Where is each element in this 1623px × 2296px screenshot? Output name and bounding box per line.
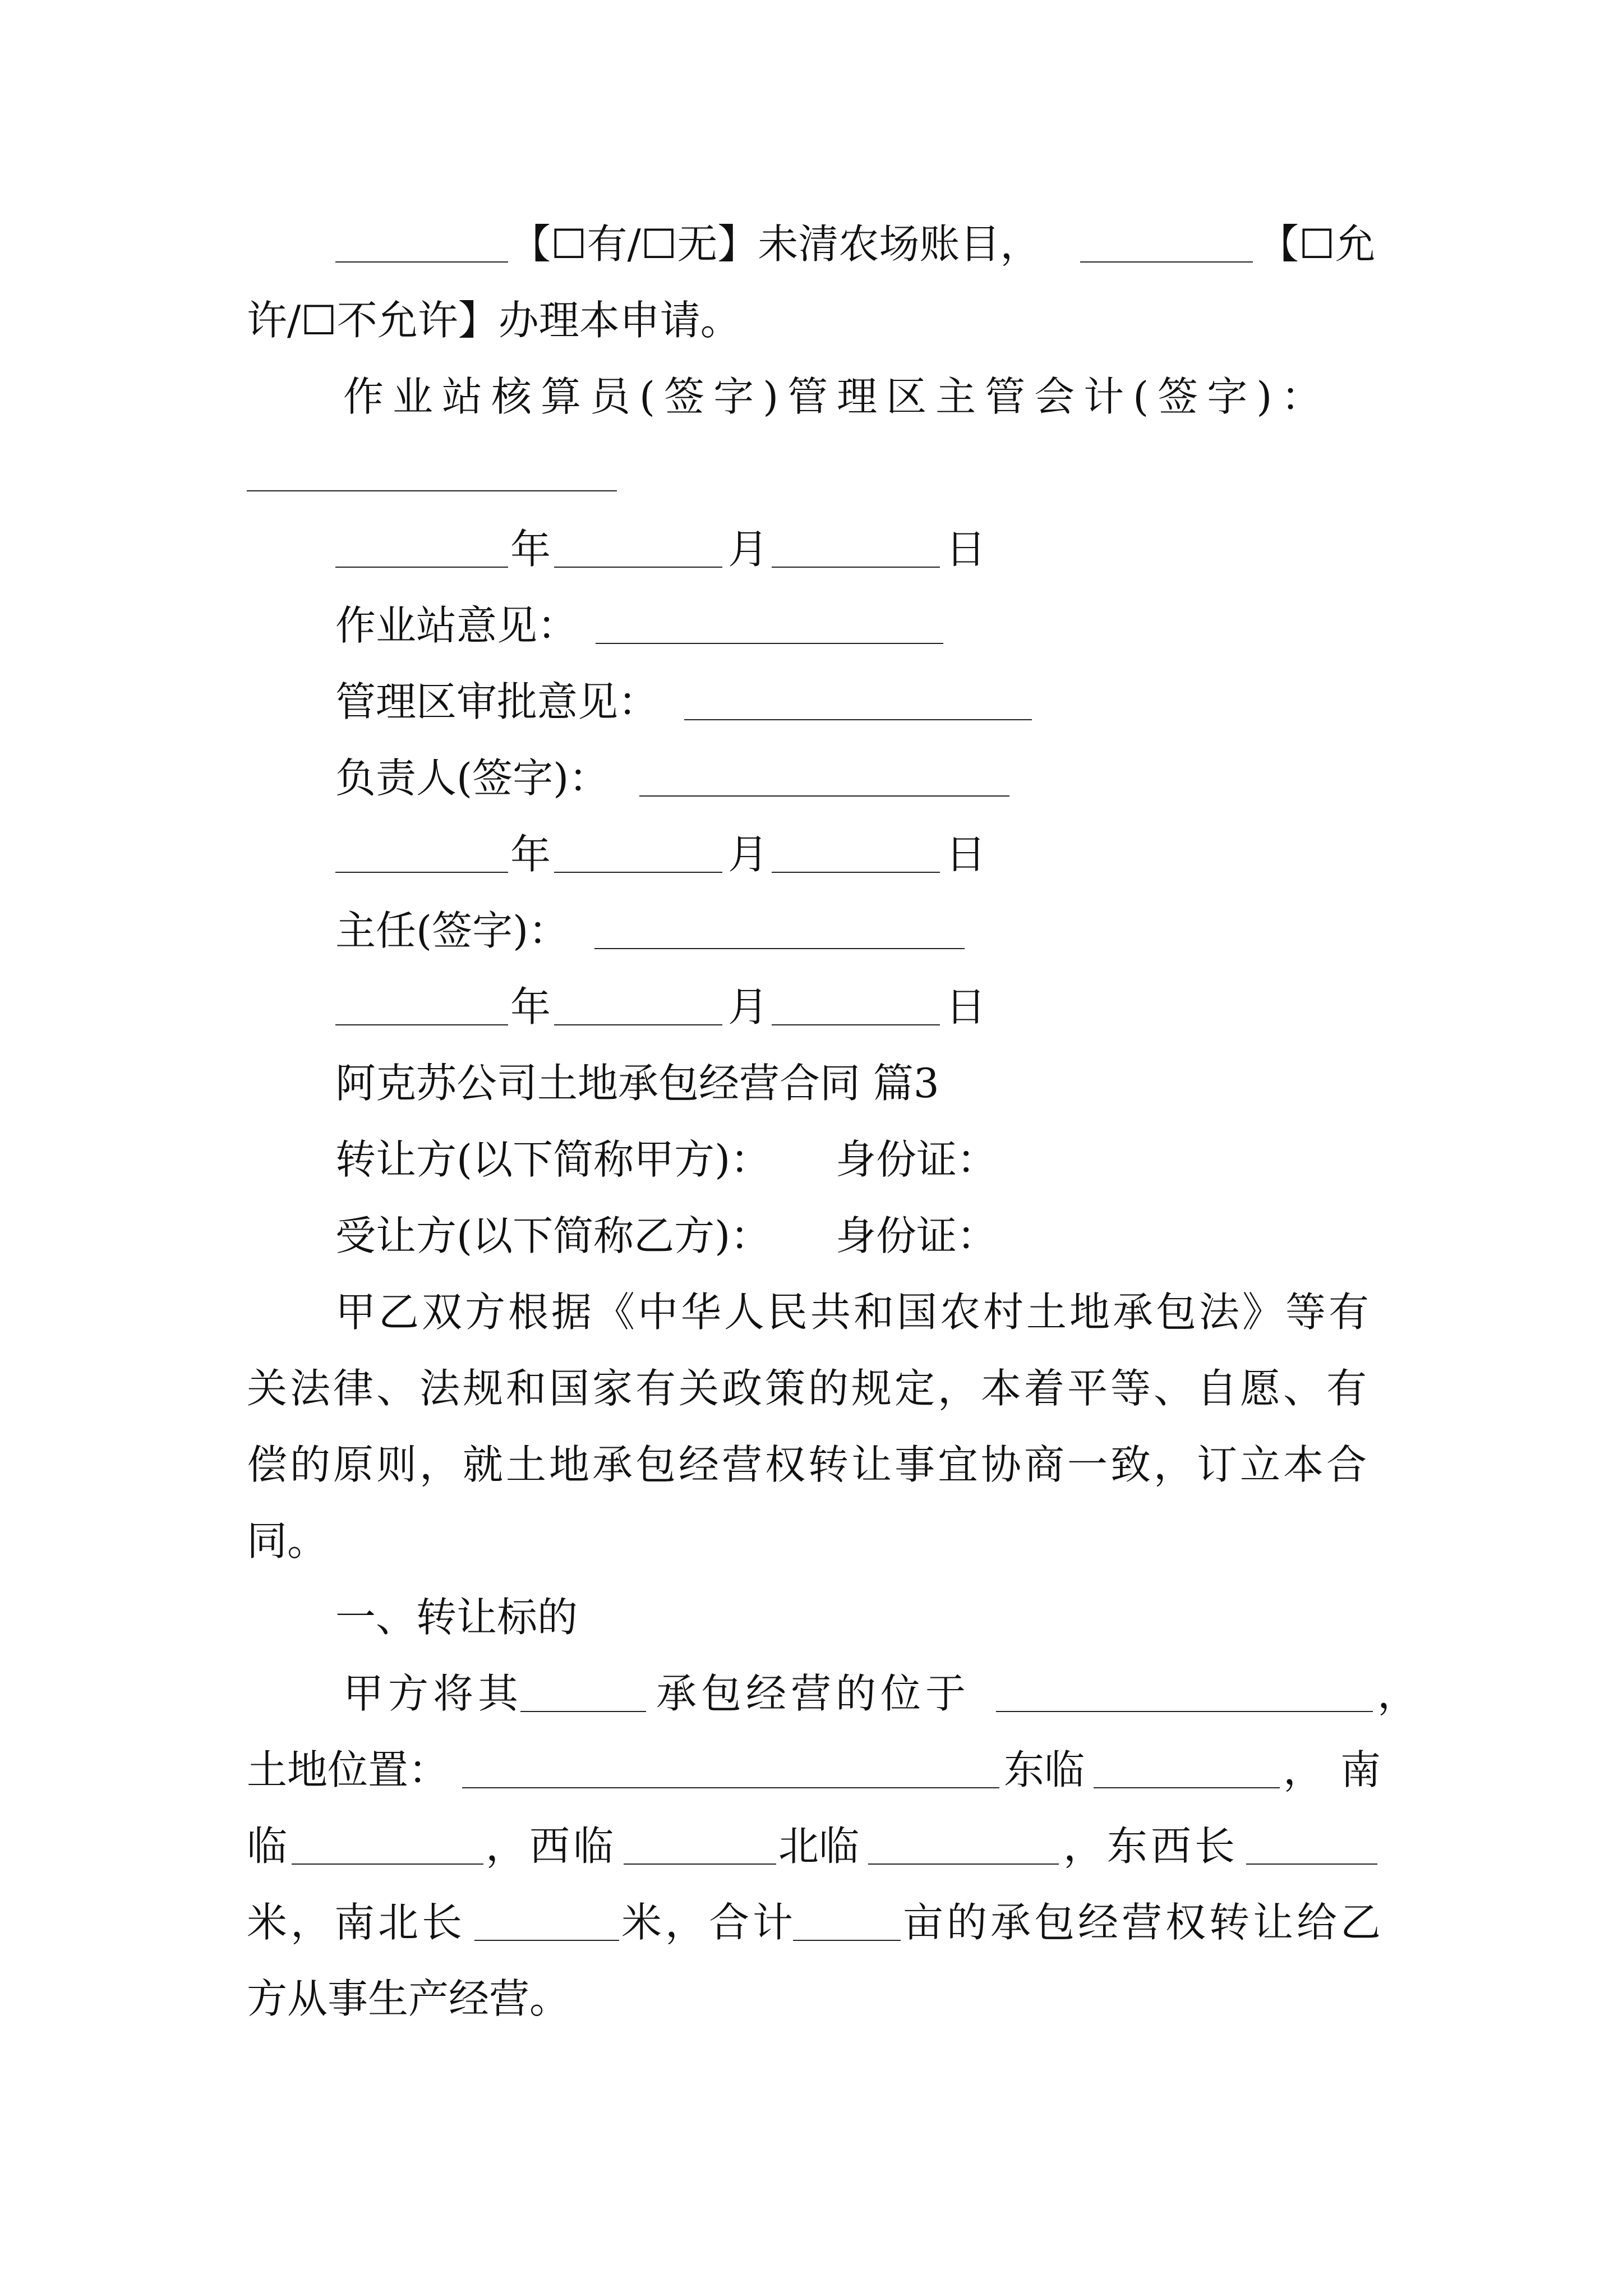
transferor-id-label: 身份证： bbox=[836, 1136, 998, 1183]
section-line bbox=[0, 1892, 1623, 1953]
east-blank[interactable] bbox=[1094, 1787, 1280, 1788]
section-line bbox=[0, 1663, 1623, 1724]
line-approval bbox=[0, 671, 1623, 733]
blank-field[interactable] bbox=[1080, 261, 1253, 263]
month-blank[interactable] bbox=[554, 872, 722, 873]
total-mu-blank[interactable] bbox=[793, 1940, 901, 1941]
transferee-id-label: 身份证： bbox=[836, 1212, 998, 1259]
line-responsible bbox=[0, 747, 1623, 809]
total-label: 米，合计 bbox=[621, 1899, 797, 1946]
paragraph-text: 甲乙双方根据《中华人民共和国农村土地承包法》等有 bbox=[335, 1289, 1372, 1336]
paragraph-text: 同。 bbox=[247, 1517, 328, 1565]
day-blank[interactable] bbox=[772, 1024, 940, 1025]
section-heading-text: 一、转让标的 bbox=[335, 1594, 578, 1641]
line-allow bbox=[0, 289, 1623, 351]
paragraph-line bbox=[0, 1434, 1623, 1496]
section-heading bbox=[0, 1586, 1623, 1648]
contract-title bbox=[0, 1052, 1623, 1114]
section-line bbox=[0, 1968, 1623, 2030]
day-label: 日 bbox=[946, 831, 986, 878]
line-transferee bbox=[0, 1205, 1623, 1267]
line-account-status bbox=[0, 213, 1623, 275]
director-blank[interactable] bbox=[594, 948, 965, 949]
line-signatures-accounting bbox=[0, 366, 1623, 427]
month-blank[interactable] bbox=[554, 567, 722, 568]
account-status-text: 【☐有/☐无】未清农场账目， bbox=[510, 220, 1041, 268]
date-line bbox=[0, 518, 1623, 580]
mu-transfer-text: 亩的承包经营权转让给乙 bbox=[903, 1899, 1385, 1946]
land-location-label: 土地位置： bbox=[247, 1746, 449, 1793]
line-transferor bbox=[0, 1129, 1623, 1190]
station-opinion-label: 作业站意见： bbox=[335, 602, 578, 649]
north-blank[interactable] bbox=[868, 1864, 1059, 1865]
approval-blank[interactable] bbox=[684, 719, 1032, 720]
location-label: 承包经营的位于 bbox=[656, 1670, 971, 1717]
east-west-length-label: ，东西长 bbox=[1063, 1823, 1239, 1870]
responsible-blank[interactable] bbox=[639, 795, 1009, 797]
location-blank[interactable] bbox=[996, 1711, 1373, 1712]
south-label: ，南 bbox=[1283, 1746, 1398, 1793]
blank-field[interactable] bbox=[520, 1711, 646, 1712]
approval-label: 管理区审批意见： bbox=[335, 678, 659, 725]
year-blank[interactable] bbox=[335, 872, 508, 873]
line-signature-blank bbox=[0, 442, 1623, 504]
production-text: 方从事生产经营。 bbox=[247, 1975, 570, 2022]
year-label: 年 bbox=[510, 526, 551, 573]
allow-option-continued: 许/☐不允许】办理本申请。 bbox=[247, 297, 741, 344]
north-south-blank[interactable] bbox=[474, 1940, 619, 1941]
north-south-length-label: 米，南北长 bbox=[247, 1899, 466, 1946]
transfer-intro-text: 甲方将其 bbox=[343, 1670, 523, 1717]
south-label-continued: 临 bbox=[247, 1823, 288, 1870]
paragraph-line bbox=[0, 1281, 1623, 1343]
day-blank[interactable] bbox=[772, 567, 940, 568]
month-label: 月 bbox=[728, 526, 769, 573]
east-west-blank[interactable] bbox=[1246, 1864, 1377, 1865]
line-director bbox=[0, 900, 1623, 961]
signature-blank[interactable] bbox=[247, 490, 617, 491]
year-label: 年 bbox=[510, 831, 551, 878]
paragraph-text: 偿的原则，就土地承包经营权转让事宜协商一致，订立本合 bbox=[247, 1441, 1370, 1488]
month-blank[interactable] bbox=[554, 1024, 722, 1025]
director-label: 主任(签字)： bbox=[335, 907, 569, 954]
day-label: 日 bbox=[946, 526, 986, 573]
day-label: 日 bbox=[946, 983, 986, 1030]
south-blank[interactable] bbox=[292, 1864, 483, 1865]
year-blank[interactable] bbox=[335, 567, 508, 568]
allow-option-text: 【☐允 bbox=[1258, 220, 1376, 268]
transferor-label: 转让方(以下简称甲方)： bbox=[335, 1136, 771, 1183]
west-blank[interactable] bbox=[624, 1864, 776, 1865]
month-label: 月 bbox=[728, 831, 769, 878]
responsible-label: 负责人(签字)： bbox=[335, 754, 610, 802]
blank-field[interactable] bbox=[335, 261, 508, 263]
east-label: 东临 bbox=[1004, 1746, 1085, 1793]
station-opinion-blank[interactable] bbox=[596, 643, 943, 644]
comma: ， bbox=[1377, 1670, 1418, 1717]
section-line bbox=[0, 1815, 1623, 1877]
north-label: 北临 bbox=[778, 1823, 860, 1870]
accountant-signature-label: 作业站核算员(签字)管理区主管会计(签字)： bbox=[343, 373, 1331, 420]
paragraph-line bbox=[0, 1510, 1623, 1572]
line-station-opinion bbox=[0, 595, 1623, 656]
date-line bbox=[0, 976, 1623, 1038]
land-location-blank[interactable] bbox=[462, 1787, 999, 1788]
day-blank[interactable] bbox=[772, 872, 940, 873]
paragraph-line bbox=[0, 1358, 1623, 1419]
date-line bbox=[0, 823, 1623, 885]
transferee-label: 受让方(以下简称乙方)： bbox=[335, 1212, 771, 1259]
section-line bbox=[0, 1739, 1623, 1801]
west-label: ，西临 bbox=[486, 1823, 617, 1870]
month-label: 月 bbox=[728, 983, 769, 1030]
paragraph-text: 关法律、法规和国家有关政策的规定，本着平等、自愿、有 bbox=[247, 1365, 1370, 1412]
year-label: 年 bbox=[510, 983, 551, 1030]
contract-title-text: 阿克苏公司土地承包经营合同 篇3 bbox=[335, 1060, 939, 1107]
year-blank[interactable] bbox=[335, 1024, 508, 1025]
